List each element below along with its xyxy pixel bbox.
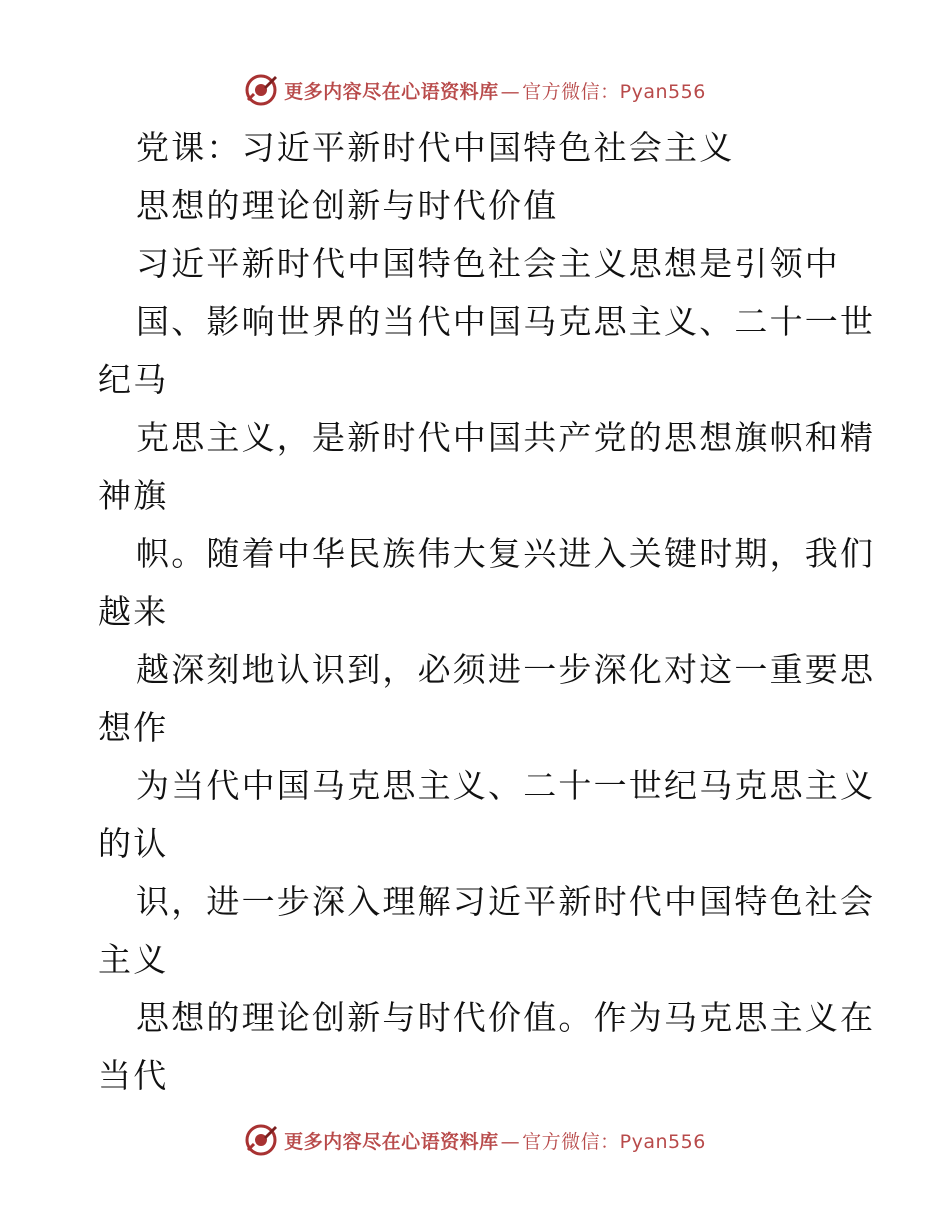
footer-banner	[0, 1120, 950, 1160]
paragraph-line: 纪马	[98, 360, 169, 399]
paragraph-line: 识，进一步深入理解习近平新时代中国特色社会	[136, 882, 876, 921]
paragraph-line: 国、影响世界的当代中国马克思主义、二十一世	[136, 302, 876, 341]
document-title-line-1: 党课：习近平新时代中国特色社会主义	[136, 128, 735, 167]
paragraph-line: 当代	[98, 1056, 169, 1095]
footer-banner-main: 更多内容尽在心语资料库	[284, 1130, 499, 1153]
header-banner	[0, 70, 950, 110]
header-banner-main: 更多内容尽在心语资料库	[284, 80, 499, 103]
paragraph-line: 的认	[98, 824, 169, 863]
paragraph-line: 主义	[98, 940, 169, 979]
footer-banner-separator: —	[500, 1130, 521, 1153]
pen-logo-icon	[244, 73, 278, 107]
paragraph-line: 帜。随着中华民族伟大复兴进入关键时期，我们	[136, 534, 876, 573]
pen-logo-icon	[244, 1123, 278, 1157]
header-banner-text	[284, 77, 706, 104]
paragraph-line: 神旗	[98, 476, 169, 515]
paragraph-line: 为当代中国马克思主义、二十一世纪马克思主义	[136, 766, 876, 805]
paragraph-line: 习近平新时代中国特色社会主义思想是引领中	[136, 244, 840, 283]
paragraph-line: 越来	[98, 592, 169, 631]
paragraph-line: 想作	[98, 708, 169, 747]
header-banner-wechat: 官方微信：Pyan556	[522, 80, 706, 103]
footer-banner-wechat: 官方微信：Pyan556	[522, 1130, 706, 1153]
paragraph-line: 克思主义，是新时代中国共产党的思想旗帜和精	[136, 418, 876, 457]
paragraph-line: 思想的理论创新与时代价值。作为马克思主义在	[136, 998, 876, 1037]
footer-banner-text	[284, 1127, 706, 1154]
paragraph-line: 越深刻地认识到，必须进一步深化对这一重要思	[136, 650, 876, 689]
document-title-line-2: 思想的理论创新与时代价值	[136, 186, 559, 225]
header-banner-separator: —	[500, 80, 521, 103]
